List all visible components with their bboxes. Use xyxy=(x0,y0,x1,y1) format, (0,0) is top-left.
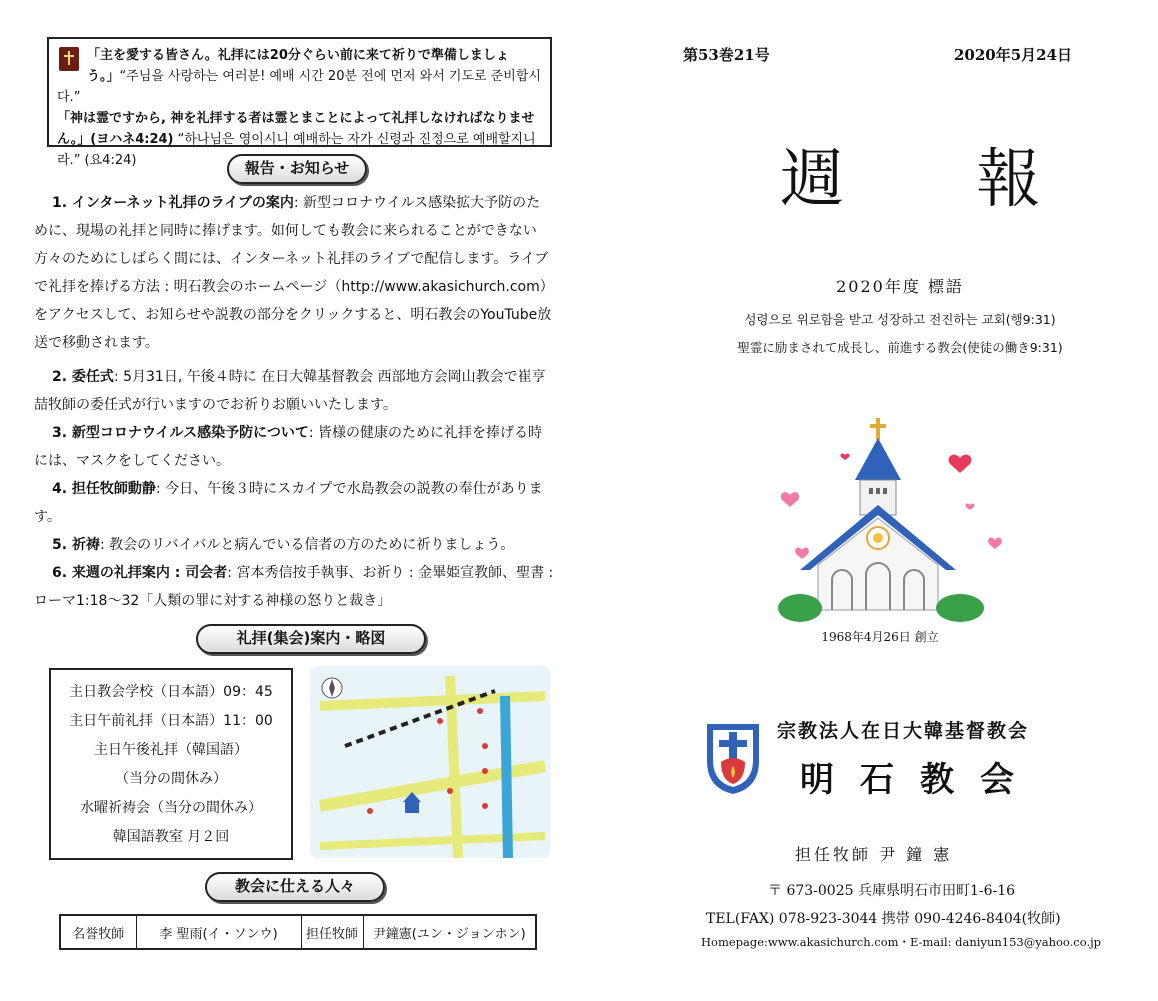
church-map xyxy=(310,666,550,858)
motto-title: 2020年度 標語 xyxy=(836,277,964,296)
church-name: 明石教会 xyxy=(800,760,1040,800)
notice-body: : 5月31日, 午後４時に 在日大韓基督教会 西部地方会岡山教会で崔亨喆牧師の委任式が行いますのでお祈りお願いいたします。 xyxy=(34,369,546,413)
schedule-line: 主日午前礼拝（日本語）11：00 xyxy=(69,713,273,729)
people-table xyxy=(59,914,537,950)
schedule-line: （当分の間休み） xyxy=(115,771,227,787)
issue-number: 第53巻21号 xyxy=(683,46,770,64)
church-phone: TEL(FAX) 078-923-3044 携帯 090-4246-8404(牧師) xyxy=(706,911,1061,927)
notices-heading: 報告・お知らせ xyxy=(227,154,367,184)
church-logo-icon xyxy=(701,716,765,796)
notice-item xyxy=(34,363,554,419)
notice-body: : 今日、午後３時にスカイプで水島教会の説教の奉仕があります。 xyxy=(34,481,543,525)
issue-date: 2020年5月24日 xyxy=(954,46,1073,64)
table-row xyxy=(60,915,536,949)
notice-head: 2. 委任式 xyxy=(52,369,114,385)
schedule-line: 主日午後礼拝（韓国語） xyxy=(94,742,248,758)
map-graphic xyxy=(310,666,550,858)
notice-head: 3. 新型コロナウイルス感染予防について xyxy=(52,425,309,441)
worship-heading: 礼拝(集会)案内・略図 xyxy=(196,624,426,654)
motto-korean: 성령으로 위로함을 받고 성장하고 전진하는 교회(행9:31) xyxy=(744,312,1056,327)
logo-graphic xyxy=(701,716,765,796)
verse-jp-2: 「神は霊ですから, 神を礼拝する者は霊とまことによって礼拝しなければなりません。」(ヨハネ4:24) xyxy=(57,111,535,147)
notice-head: 4. 担任牧師動静 xyxy=(52,481,156,497)
church-building-icon xyxy=(770,410,1020,625)
notice-item xyxy=(34,559,554,615)
schedule-line: 韓国語教室 月２回 xyxy=(112,829,230,845)
church-web-email: Homepage:www.akasichurch.com・E-mail: daniyun153@yahoo.co.jp xyxy=(701,935,1102,949)
notice-head: 1. インターネット礼拝のライブの案内 xyxy=(52,195,294,211)
people-name: 李 聖雨(イ・ソンウ) xyxy=(136,915,301,949)
notices-list xyxy=(34,189,554,615)
notice-head: 5. 祈祷 xyxy=(52,537,100,553)
schedule-box xyxy=(49,668,293,860)
verse-ko-2: “하나님은 영이시니 예배하는 자가 신령과 진정으로 예배할지니라.” (요4:24) xyxy=(57,132,536,168)
founded-date: 1968年4月26日 創立 xyxy=(821,630,939,644)
people-role: 名誉牧師 xyxy=(60,915,136,949)
organization-name: 宗教法人在日大韓基督教会 xyxy=(777,720,1030,742)
notice-body: : 皆様の健康のために礼拝を捧げる時には、マスクをしてください。 xyxy=(34,425,542,469)
church-address: 〒 673-0025 兵庫県明石市田町1-6-16 xyxy=(768,883,1016,899)
page-title: 週 報 xyxy=(780,143,1097,217)
notice-item xyxy=(34,475,554,531)
pastor-name: 担任牧師 尹 鐘 憲 xyxy=(795,845,953,864)
notice-body: : 新型コロナウイルス感染拡大予防のために、現場の礼拝と同時に捧げます。如何しても教会に来られることができない方々のためにしばらく間には、インターネット礼拝のライブで配信します。ライブで礼拝を捧げる方法 : 明石教会のホームページ（http://www.akasichurch.com）をアクセスして、お知らせや説教の部分をクリックすると、明石教会のYouTube放送で移動されます。 xyxy=(34,195,554,351)
notice-item xyxy=(34,531,554,559)
verse-jp-1: 「主を愛する皆さん。礼拝には20分ぐらい前に来て祈りで準備しましょう。」 xyxy=(87,48,509,84)
people-role: 担任牧師 xyxy=(301,915,363,949)
bible-icon xyxy=(59,47,79,71)
church-illustration xyxy=(770,410,1020,625)
schedule-line: 主日教会学校（日本語）09：45 xyxy=(69,684,273,700)
notice-body: : 宮本秀信按手執事、お祈り : 金畢姫宣教師、聖書 : ローマ1:18～32「人類の罪に対する神様の怒りと裁き」 xyxy=(34,565,554,609)
notice-item xyxy=(34,419,554,475)
schedule-line: 水曜祈祷会（当分の間休み） xyxy=(80,800,262,816)
motto-japanese: 聖霊に励まされて成長し、前進する教会(使徒の働き9:31) xyxy=(737,340,1063,355)
people-heading: 教会に仕える人々 xyxy=(205,872,385,902)
notice-body: : 教会のリバイバルと病んでいる信者の方のために祈りましょう。 xyxy=(99,537,515,553)
verse-ko-1: “주님을 사랑하는 여러분! 예배 시간 20분 전에 먼저 와서 기도로 준비합시다.” xyxy=(57,69,541,105)
notice-item xyxy=(34,189,554,357)
notice-head: 6. 来週の礼拝案内 : 司会者 xyxy=(52,565,228,581)
people-name: 尹鐘憲(ユン・ジョンホン) xyxy=(363,915,536,949)
